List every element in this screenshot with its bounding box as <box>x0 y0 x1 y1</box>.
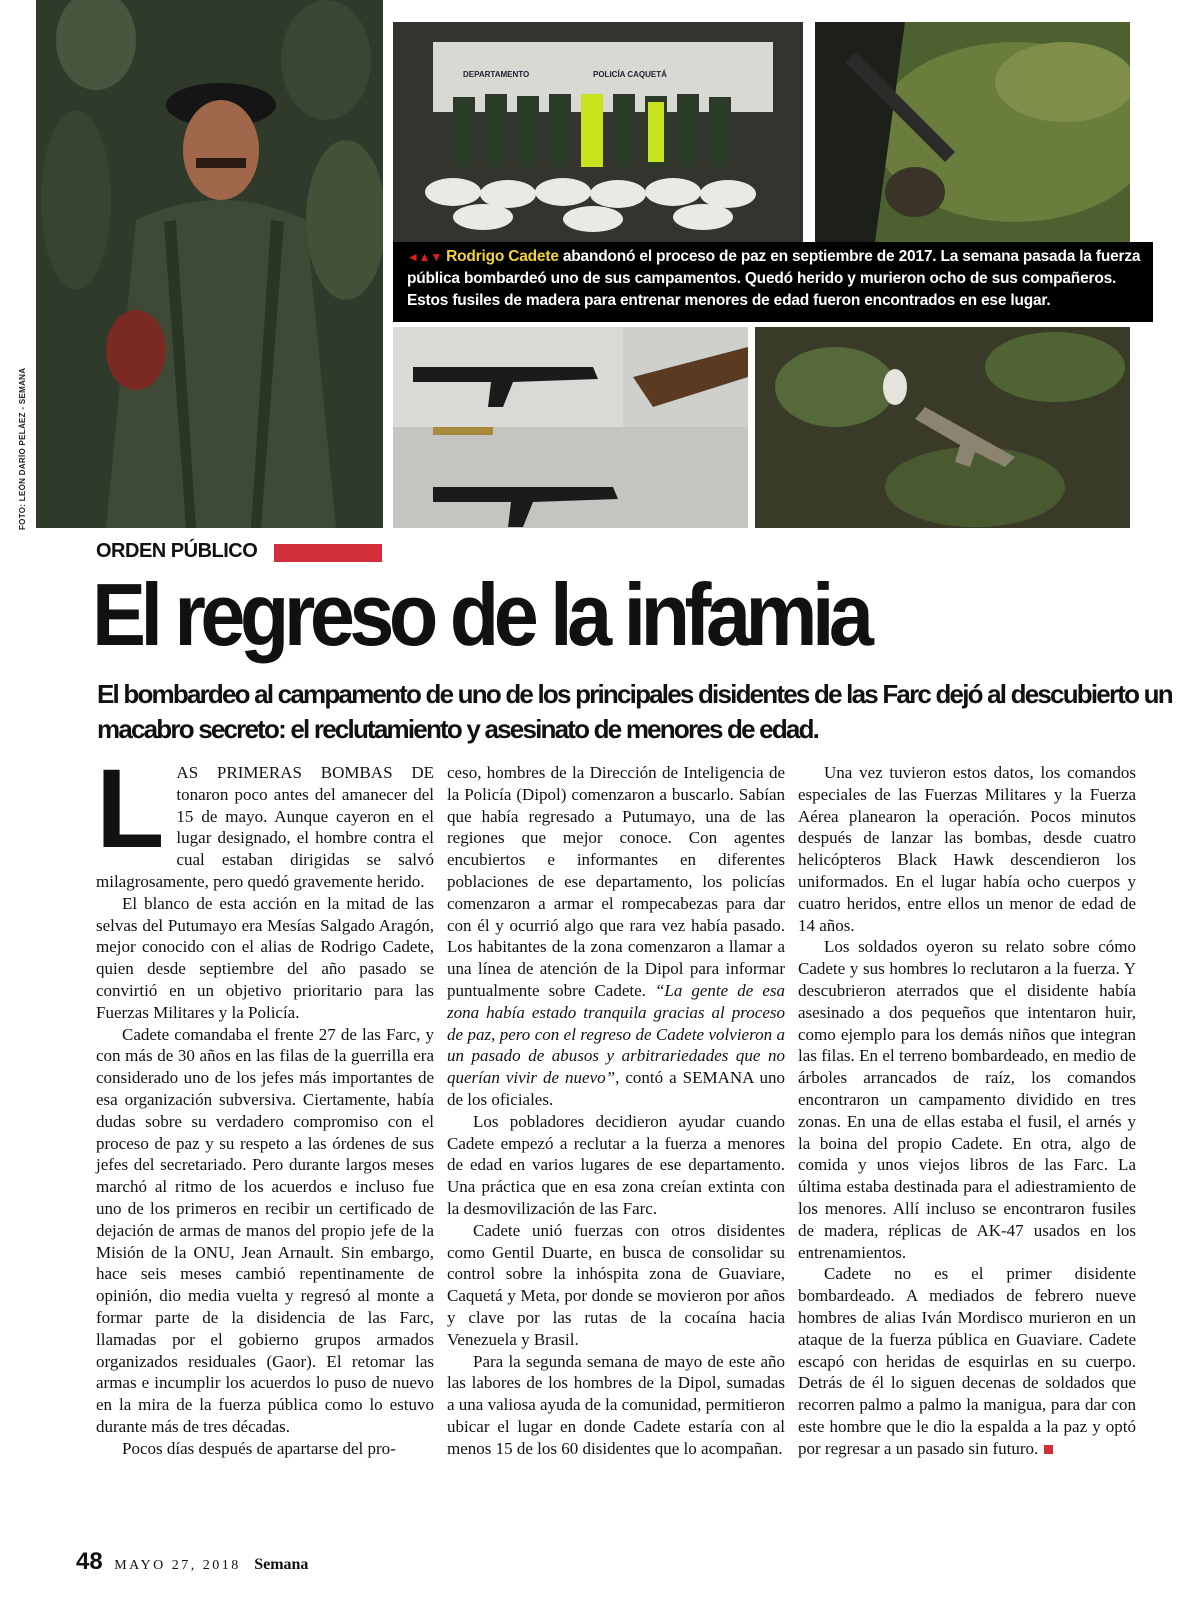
paragraph: Los pobladores decidieron ayudar cuando Cadete empezó a reclutar a la fuerza a menores de edad en varios lugares de ese departamento. Una práctica que en esa zona creían extinta con la desmovilización de las Farc. <box>447 1111 785 1218</box>
section-accent-bar <box>274 544 382 562</box>
issue-date: MAYO 27, 2018 <box>114 1558 241 1573</box>
end-mark-icon <box>1044 1445 1053 1454</box>
dropcap: L <box>96 746 165 871</box>
paragraph <box>96 746 434 893</box>
photo-police-presentation <box>393 22 803 242</box>
photo-helicopter-gunner <box>815 22 1130 242</box>
paragraph: El blanco de esta acción en la mitad de las selvas del Putumayo era Mesías Salgado Aragón, mejor conocido con el alias de Rodrigo Cadete, quien desde septiembre del año pasado se convirtió en un objetivo prioritario para las Fuerzas Militares y la Policía. <box>96 893 434 1022</box>
paragraph: Cadete comandaba el frente 27 de las Farc, y con más de 30 años en las filas de la guerrilla era considerado uno de los jefes más importantes de esa organización subversiva. Ciertamente, había dudas sobre su verdadero compromiso con el proceso de paz y su respeto a las órdenes de sus jefes del secretariado. Pero durante largos meses marchó al ritmo de los acuerdos e incluso fue uno de los primeros en recibir un certificado de dejación de armas de manos del propio jefe de la Misión de la ONU, Jean Arnault. Sin embargo, hace seis meses cambió repentinamente de opinión, dio media vuelta y regresó al monte a formar parte de la disidencia de las Farc, llamadas por el gobierno grupos armados organizados residuales (Gaor). El retomar las armas e incumplir los acuerdos lo puso de nuevo en la mira de la fuerza pública como lo estuvo durante más de tres décadas. <box>96 1024 434 1436</box>
article-column-1 <box>96 746 434 1460</box>
paragraph-text: AS PRIMERAS BOMBAS DE tonaron poco antes del amanecer del 15 de mayo. Aunque cayeron en el lugar designado, el hombre contra el cual estaban dirigidas se salvó milagrosamente, pero quedó gravemente herido. <box>96 763 434 891</box>
headline: El regreso de la infamia <box>92 565 869 664</box>
paragraph-text: contó a SEMANA uno de los oficiales. <box>447 1068 785 1109</box>
caption-name: Rodrigo Cadete <box>446 248 559 265</box>
paragraph: Para la segunda semana de mayo de este año las labores de los hombres de la Dipol, sumadas a una valiosa ayuda de la comunidad, permitieron ubicar el lugar en donde Cadete estaría con al menos 15 de los 60 disidentes que lo acompañan. <box>447 1351 785 1458</box>
photo-commander <box>36 0 383 528</box>
page-number: 48 <box>76 1548 103 1575</box>
quote: “La gente de esa zona había estado tranquila gracias al proceso de paz, pero con el regreso de Cadete volvieron a un pasado de abusos y arbitrariedades que no querían vivir de nuevo”, <box>447 980 785 1088</box>
photo-caption <box>393 242 1153 322</box>
page-footer <box>76 1548 308 1576</box>
paragraph: Pocos días después de apartarse del pro- <box>122 1438 396 1458</box>
photo-rifles <box>393 327 748 528</box>
rifles-illustration <box>393 327 748 528</box>
paragraph <box>798 1263 1136 1459</box>
paragraph-text: Cadete no es el primer disidente bombardeado. A mediados de febrero nueve hombres de alias Iván Mordisco murieron en un ataque de la fuerza pública en Guaviare. Cadete escapó con heridas de esquirlas en su cuerpo. Detrás de él lo siguen decenas de soldados que recorren palmo a palmo la manigua, para dar con este hombre que le dio la espalda a la paz y optó por regresar a un pasado sin futuro. <box>798 1264 1136 1458</box>
caption-text: abandonó el proceso de paz en septiembre de 2017. La semana pasada la fuerza pública bombardeó uno de sus campamentos. Quedó herido y murieron ocho de sus compañeros. Estos fusiles de madera para entrenar menores de edad fueron encontrados en ese lugar. <box>407 248 1141 309</box>
magazine-name: Semana <box>254 1556 309 1573</box>
deck: El bombardeo al campamento de uno de los principales disidentes de las Farc dejó al descubierto un macabro secreto: el reclutamiento y asesinato de menores de edad. <box>97 679 1172 744</box>
commander-illustration <box>36 0 383 528</box>
photo-credit: FOTO: LEÓN DARÍO PELÁEZ - SEMANA <box>18 367 27 530</box>
police-sign-left: DEPARTAMENTO <box>463 70 530 79</box>
police-presentation-illustration <box>393 22 803 242</box>
article-column-2 <box>447 762 785 1460</box>
police-sign-right: POLICÍA CAQUETÁ <box>593 70 667 79</box>
photo-wooden-rifle <box>755 327 1130 528</box>
paragraph <box>447 762 785 1111</box>
paragraph-text: ceso, hombres de la Dirección de Inteligencia de la Policía (Dipol) comenzaron a buscarlo. Sabían que había regresado a Putumayo, una de las regiones que mejor conoce. Con agentes encubiertos e informantes en diferentes poblaciones de ese departamento, los policías comenzaron a armar el rompecabezas para dar con él y ocurrió algo que rara vez había pasado. Los habitantes de la zona comenzaron a llamar a una línea de atención de la Dipol para informar puntualmente sobre Cadete. <box>447 763 785 1000</box>
section-label: ORDEN PÚBLICO <box>96 540 258 562</box>
paragraph: Una vez tuvieron estos datos, los comandos especiales de las Fuerzas Militares y la Fuerza Aérea planearon la operación. Pocos minutos después de lanzar las bombas, desde cuatro helicópteros Black Hawk descendieron los uniformados. En el lugar había ocho cuerpos y cuatro heridos, entre ellos un menor de edad de 14 años. <box>798 763 1136 935</box>
caption-arrows-icon: ◄▲▼ <box>407 250 443 264</box>
helicopter-illustration <box>815 22 1130 242</box>
paragraph: Cadete unió fuerzas con otros disidentes como Gentil Duarte, en busca de consolidar su control sobre la inhóspita zona de Guaviare, Caquetá y Meta, por donde se movieron por años y clave por las rutas de la cocaína hacia Venezuela y Brasil. <box>447 1220 785 1349</box>
paragraph: Los soldados oyeron su relato sobre cómo Cadete y sus hombres lo reclutaron a la fuerza. Y descubrieron aterrados que el disidente había asesinado a dos pequeños que intentaron huir, como ejemplo para los demás niños que integran las filas. En el terreno bombardeado, en medio de árboles arrancados de raíz, los comandos encontraron un campamento dividido en tres zonas. En una de ellas estaba el fusil, el arnés y la boina del propio Cadete. En otra, algo de comida y unos viejos libros de las Farc. La última estaba destinada para el adiestramiento de los menores. Allí incluso se encontraron fusiles de madera, réplicas de AK-47 usados en los entrenamientos. <box>798 937 1136 1262</box>
wooden-rifle-illustration <box>755 327 1130 528</box>
article-column-3 <box>798 762 1136 1460</box>
